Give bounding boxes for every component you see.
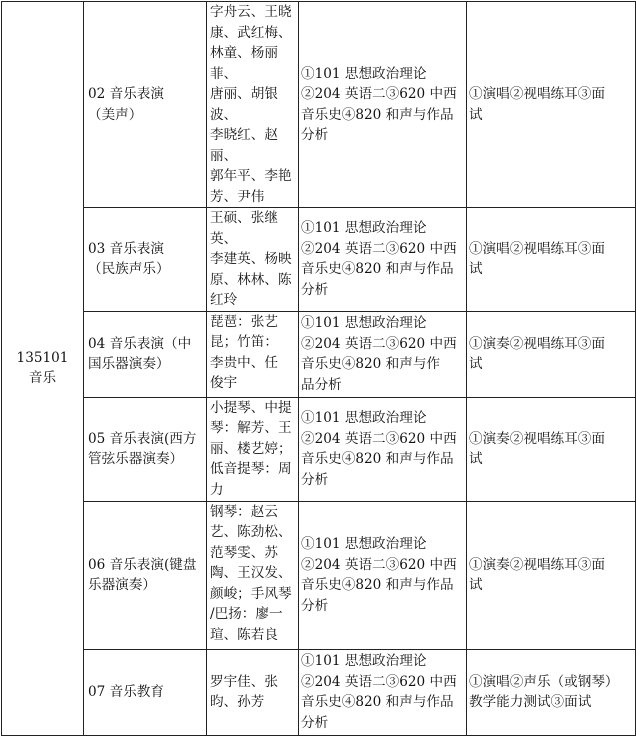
exam-subjects-cell: ①101 思想政治理论 ②204 英语二③620 中西 音乐史④820 和声与作品 分析 [299,397,467,501]
table-row [2,208,636,312]
admissions-table [1,1,636,736]
retest-subjects-cell: ①演唱②视唱练耳③面 试 [467,2,636,208]
retest-subjects-cell: ①演唱②视唱练耳③面 试 [467,208,636,312]
table-row [2,501,636,649]
retest-subjects-cell: ①演奏②视唱练耳③面 试 [467,501,636,649]
exam-subjects-cell: ①101 思想政治理论 ②204 英语二③620 中西 音乐史④820 和声与作品 分析 [299,649,467,735]
direction-cell: 07 音乐教育 [84,649,207,735]
tutors-cell: 小提琴、中提 琴：解芳、王 丽、楼艺婷； 低音提琴：周 力 [207,397,299,501]
table-row [2,649,636,735]
exam-subjects-cell: ①101 思想政治理论 ②204 英语二③620 中西 音乐史④820 和声与作品 分析 [299,501,467,649]
exam-subjects-cell: ①101 思想政治理论 ②204 英语二③620 中西 音乐史④820 和声与作品 分析 [299,2,467,208]
major-code: 135101 [16,349,69,366]
retest-subjects-cell: ①演唱②声乐（或钢琴） 教学能力测试③面试 [467,649,636,735]
table-row [2,311,636,397]
direction-cell: 03 音乐表演 （民族声乐） [84,208,207,312]
tutors-cell: 钢琴：赵云 艺、陈劲松、 范琴雯、苏 陶、王汉发、 颜峻；手风琴 /巴扬：廖一 瑄、陈若良 [207,501,299,649]
direction-cell: 05 音乐表演(西方 管弦乐器演奏） [84,397,207,501]
major-cell [2,2,84,736]
retest-subjects-cell: ①演奏②视唱练耳③面 试 [467,311,636,397]
tutors-cell: 字舟云、王晓 康、武红梅、 林童、杨丽菲、 唐丽、胡银波、 李晓红、赵丽、 郭年平、李艳 芳、尹伟 [207,2,299,208]
exam-subjects-cell: ①101 思想政治理论 ②204 英语二③620 中西 音乐史④820 和声与作品 分析 [299,208,467,312]
tutors-cell: 王硕、张继英、 李建英、杨映 原、林林、陈 红玲 [207,208,299,312]
direction-cell: 06 音乐表演(键盘 乐器演奏） [84,501,207,649]
tutors-cell: 琵琶：张艺 昆；竹笛： 李贵中、任 俊宇 [207,311,299,397]
direction-cell: 02 音乐表演 （美声） [84,2,207,208]
exam-subjects-cell: ①101 思想政治理论 ②204 英语二③620 中西 音乐史④820 和声与作 品分析 [299,311,467,397]
direction-cell: 04 音乐表演（中 国乐器演奏） [84,311,207,397]
tutors-cell: 罗宇佳、张 昀、孙芳 [207,649,299,735]
major-name: 音乐 [28,370,57,387]
retest-subjects-cell: ①演奏②视唱练耳③面 试 [467,397,636,501]
table-row [2,397,636,501]
table-row [2,2,636,208]
